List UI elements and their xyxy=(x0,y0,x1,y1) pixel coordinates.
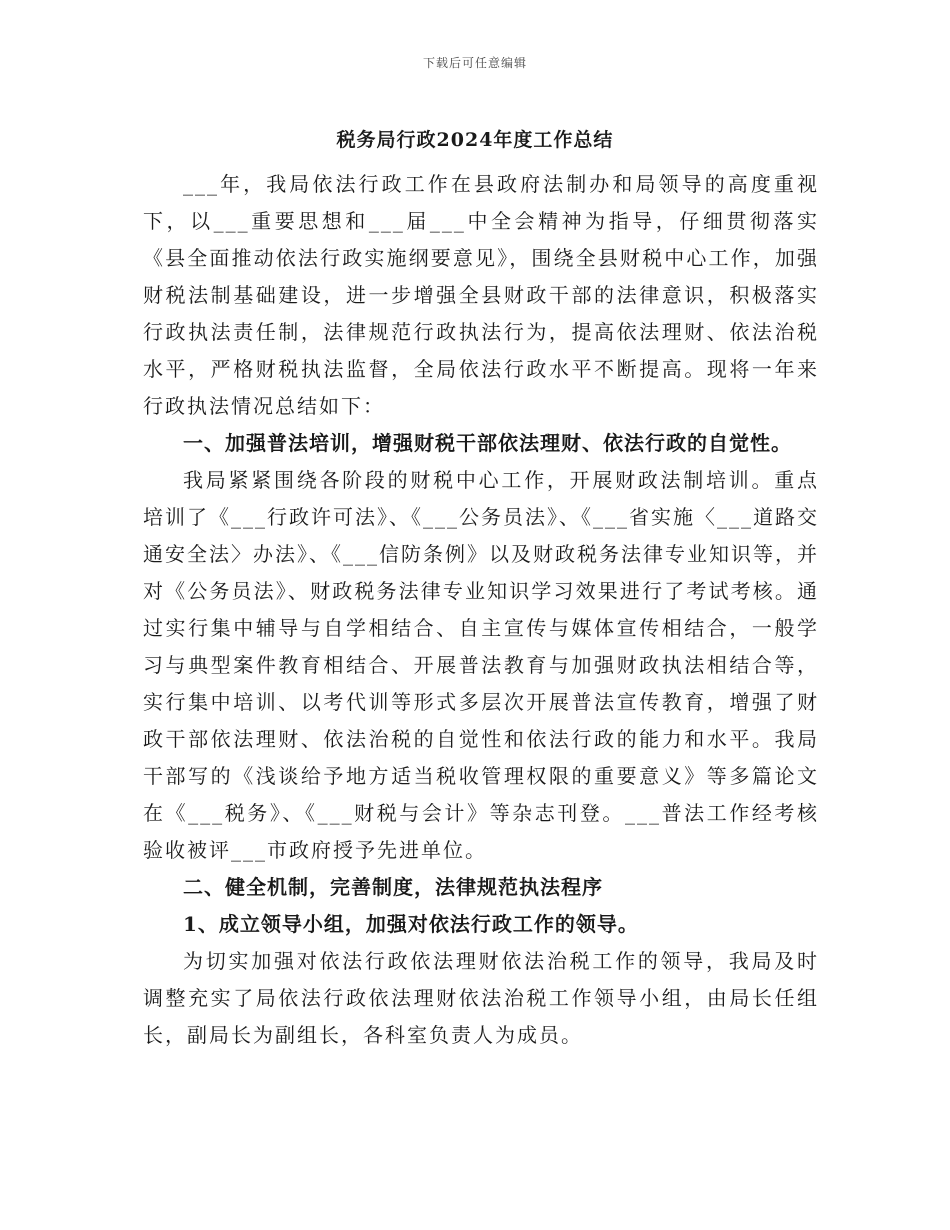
subsection-1-paragraph: 为切实加强对依法行政依法理财依法治税工作的领导，我局及时调整充实了局依法行政依法理财依法治税工作领导小组，由局长任组长，副局长为副组长，各科室负责人为成员。 xyxy=(143,949,819,1047)
section-heading-1: 一、加强普法培训，增强财税干部依法理财、依法行政的自觉性。 xyxy=(183,431,792,455)
intro-paragraph: ___年，我局依法行政工作在县政府法制办和局领导的高度重视下，以___重要思想和___届___中全会精神为指导，仔细贯彻落实《县全面推动依法行政实施纲要意见》，围绕全县财税中心工作，加强财税法制基础建设，进一步增强全县财政干部的法律意识，积极落实行政执法责任制，法律规范行政执法行为，提高依法理财、依法治税水平，严格财税执法监督，全局依法行政水平不断提高。现将一年来行政执法情况总结如下： xyxy=(143,172,819,418)
page-title: 税务局行政2024年度工作总结 xyxy=(336,129,614,151)
subsection-heading-1: 1、成立领导小组，加强对依法行政工作的领导。 xyxy=(183,912,639,936)
document-body xyxy=(143,166,819,1054)
section-heading-2: 二、健全机制，完善制度，法律规范执法程序 xyxy=(183,875,603,899)
section-1-paragraph: 我局紧紧围绕各阶段的财税中心工作，开展财政法制培训。重点培训了《___行政许可法》、《___公务员法》、《___省实施〈___道路交通安全法〉办法》、《___信防条例》以及财政税务法律专业知识等，并对《公务员法》、财政税务法律专业知识学习效果进行了考试考核。通过实行集中辅导与自学相结合、自主宣传与媒体宣传相结合，一般学习与典型案件教育相结合、开展普法教育与加强财政执法相结合等，实行集中培训、以考代训等形式多层次开展普法宣传教育，增强了财政干部依法理财、依法治税的自觉性和依法行政的能力和水平。我局干部写的《浅谈给予地方适当税收管理权限的重要意义》等多篇论文在《___税务》、《___财税与会计》等杂志刊登。___普法工作经考核验收被评___市政府授予先进单位。 xyxy=(143,468,819,862)
header-note: 下载后可任意编辑 xyxy=(422,56,527,70)
